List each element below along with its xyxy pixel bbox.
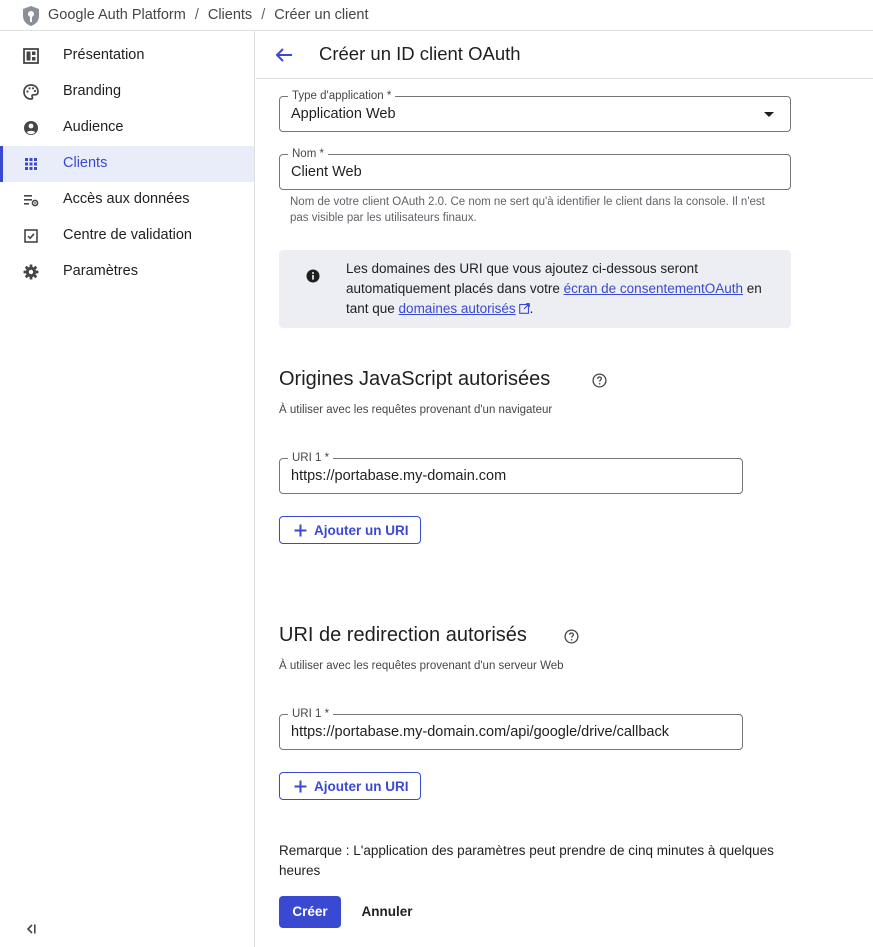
add-js-origin-label: Ajouter un URI (314, 523, 409, 538)
sidebar-item-settings[interactable] (0, 254, 254, 290)
client-name-helper: Nom de votre client OAuth 2.0. Ce nom ne sert qu'à identifier le client dans la console. Il n'est pas visible par les utilisateurs finaux. (290, 196, 765, 224)
sidebar-item-label: Présentation (63, 47, 145, 63)
page-title: Créer un ID client OAuth (319, 43, 521, 64)
sidebar-item-validation-center[interactable] (0, 218, 254, 254)
info-banner (279, 250, 791, 328)
info-text (346, 259, 776, 319)
breadcrumb-item-current: Créer un client (274, 7, 369, 23)
external-link-icon (519, 303, 530, 314)
application-type-label: Type d'application * (288, 89, 395, 103)
breadcrumb-item-clients[interactable]: Clients (207, 7, 253, 23)
sidebar-item-branding[interactable] (0, 74, 254, 110)
breadcrumb (48, 7, 369, 23)
cancel-button-label: Annuler (361, 904, 413, 919)
page-header (256, 31, 873, 79)
sidebar-item-data-access[interactable] (0, 182, 254, 218)
authorized-domains-link-label: domaines autorisés (398, 301, 516, 316)
client-name-field[interactable] (279, 148, 791, 190)
sidebar-item-label: Accès aux données (63, 191, 190, 207)
client-name-label: Nom * (288, 147, 328, 161)
list-settings-icon (22, 191, 40, 209)
js-origin-uri-field[interactable] (279, 452, 743, 494)
settings-delay-note: Remarque : L'application des paramètres peut prendre de cinq minutes à quelques heures (279, 843, 774, 878)
js-origin-uri-label: URI 1 * (288, 451, 333, 465)
collapse-sidebar-icon[interactable] (22, 920, 40, 938)
sidebar-item-label: Clients (63, 155, 108, 171)
sidebar-item-presentation[interactable] (0, 38, 254, 74)
client-name-value: Client Web (291, 164, 362, 180)
gear-icon (22, 263, 40, 281)
plus-icon (293, 779, 308, 794)
redirect-uri-field[interactable] (279, 708, 743, 750)
cancel-button[interactable] (349, 896, 425, 928)
sidebar-item-clients[interactable] (0, 146, 254, 182)
redirect-uris-subtitle: À utiliser avec les requêtes provenant d'un serveur Web (279, 660, 564, 672)
add-redirect-uri-button[interactable] (279, 772, 421, 800)
info-text-part: Les domaines des URI que vous ajoutez ci-dessous seront automatiquement placés dans votre (346, 261, 698, 296)
top-bar (0, 0, 873, 31)
authorized-domains-link[interactable] (399, 301, 530, 316)
dashboard-icon (22, 47, 40, 65)
palette-icon (22, 83, 40, 101)
js-origin-uri-value: https://portabase.my-domain.com (291, 468, 507, 484)
consent-screen-link[interactable]: écran de consentementOAuth (563, 281, 744, 296)
js-origins-subtitle: À utiliser avec les requêtes provenant d'un navigateur (279, 404, 553, 416)
info-text-part: . (529, 301, 534, 316)
create-button[interactable] (279, 896, 341, 928)
help-icon[interactable] (564, 629, 579, 644)
breadcrumb-item-platform[interactable]: Google Auth Platform (48, 7, 186, 23)
redirect-uri-value: https://portabase.my-domain.com/api/google/drive/callback (291, 724, 669, 740)
breadcrumb-separator: / (261, 7, 266, 23)
auth-platform-shield-icon (21, 5, 41, 27)
breadcrumb-separator: / (194, 7, 199, 23)
create-button-label: Créer (292, 904, 328, 919)
sidebar-item-label: Branding (63, 83, 122, 99)
help-icon[interactable] (592, 373, 607, 388)
sidebar-item-label: Centre de validation (63, 227, 192, 243)
sidebar (0, 31, 255, 947)
info-icon (306, 269, 320, 283)
js-origins-title: Origines JavaScript autorisées (279, 368, 551, 390)
sidebar-item-label: Paramètres (63, 263, 138, 279)
sidebar-item-audience[interactable] (0, 110, 254, 146)
info-text-part: en tant que (346, 281, 762, 316)
back-arrow-icon[interactable] (273, 44, 295, 66)
person-circle-icon (22, 119, 40, 137)
add-js-origin-button[interactable] (279, 516, 421, 544)
grid-dots-icon (22, 155, 40, 173)
checkbox-icon (22, 227, 40, 245)
application-type-value: Application Web (291, 106, 396, 122)
sidebar-item-label: Audience (63, 119, 124, 135)
application-type-select[interactable] (279, 90, 791, 132)
dropdown-arrow-icon (764, 112, 774, 117)
redirect-uri-label: URI 1 * (288, 707, 333, 721)
plus-icon (293, 523, 308, 538)
add-redirect-uri-label: Ajouter un URI (314, 779, 409, 794)
redirect-uris-title: URI de redirection autorisés (279, 624, 527, 646)
